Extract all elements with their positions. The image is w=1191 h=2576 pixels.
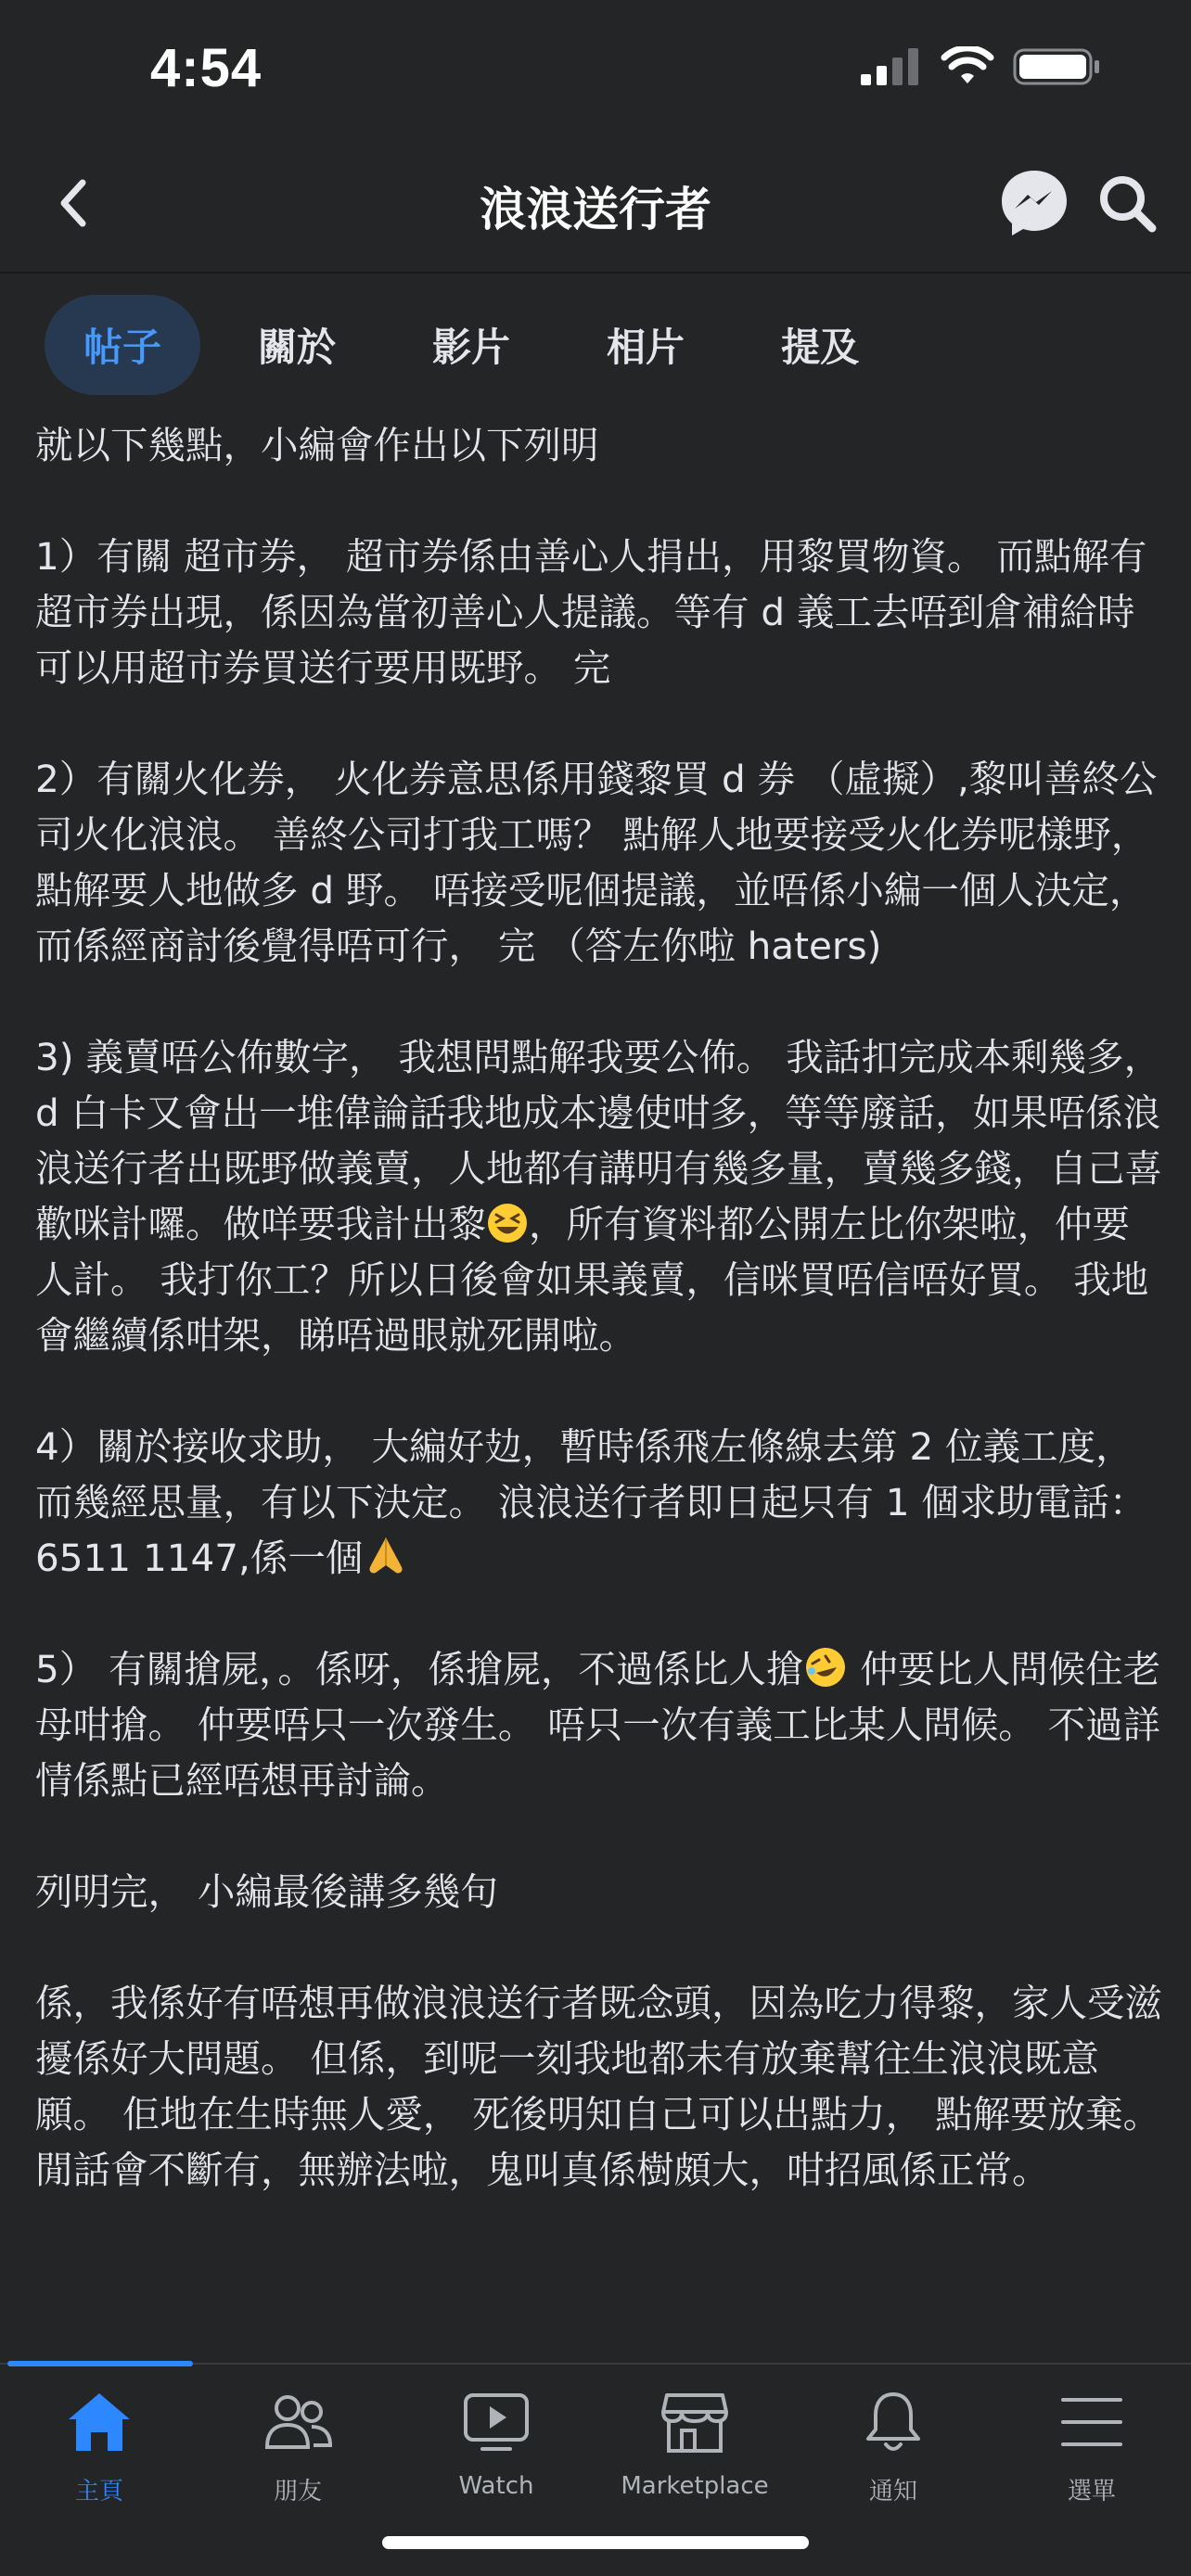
post-point-3 (35, 1029, 1163, 1363)
wifi-icon (941, 46, 994, 87)
page-title: 浪浪送行者 (480, 183, 711, 236)
nav-friends[interactable] (198, 2385, 397, 2506)
tab-videos[interactable]: 影片 (432, 325, 511, 370)
home-indicator[interactable] (382, 2536, 809, 2549)
status-icons (861, 46, 1102, 87)
nav-home[interactable] (0, 2385, 198, 2506)
post-point-5-text-b: 仲要比人問候住老母咁搶。 仲要唔只一次發生。 唔只一次有義工比某人問候。 不過詳情係點已經唔想再討論。 (35, 1647, 1161, 1803)
bell-icon (863, 2389, 924, 2455)
page-tabs (45, 295, 916, 395)
nav-home-label: 主頁 (74, 2478, 123, 2506)
nav-watch[interactable] (397, 2385, 596, 2500)
status-time: 4:54 (150, 38, 263, 98)
messenger-button[interactable] (998, 167, 1070, 239)
messenger-icon (998, 167, 1070, 239)
post-final: 係，我係好有唔想再做浪浪送行者既念頭，因為吃力得黎，家人受滋擾係好大問題。 但係，到呢一刻我地都未有放棄幫往生浪浪既意願。 佢地在生時無人愛， 死後明知自己可以出點力， 點解要放棄。 閒話會不斷有，無辦法啦，鬼叫真係樹頗大，咁招風係正常。 (35, 1981, 1162, 2192)
post-point-5-text-a: 5） 有關搶屍，。係呀，係搶屍，不過係比人搶 (35, 1647, 804, 1691)
nav-watch-label: Watch (458, 2472, 534, 2500)
post-point-3-text-a: 3) 義賣唔公佈數字， 我想問點解我要公佈。 我話扣完成本剩幾多，d 白卡又會出一堆偉論話我地成本邊使咁多，等等廢話，如果唔係浪浪送行者出既野做義賣，人地都有講明有幾多量，賣幾多錢，自己喜歡咪計囉。做咩要我計出黎 (35, 1035, 1162, 1246)
post-point-4-text: 4）關於接收求助， 大編好攰，暫時係飛左條線去第 2 位義工度， 而幾經思量，有以下決定。 浪浪送行者即日起只有 1 個求助電話： 6511 1147,係一個 (35, 1424, 1147, 1580)
post-intro: 就以下幾點，小編會作出以下列明 (35, 423, 599, 467)
nav-marketplace[interactable] (596, 2385, 794, 2500)
page-header (0, 139, 1191, 274)
folded-hands-icon (363, 1532, 409, 1578)
post-point-4 (35, 1419, 1163, 1586)
post-point-3-text-b: ，所有資料都公開左比你架啦，仲要人計。 我打你工？所以日後會如果義賣，信咪買唔信唔好買。 我地會繼續係咁架，睇唔過眼就死開啦。 (35, 1202, 1149, 1358)
tab-mentions[interactable]: 提及 (781, 325, 860, 370)
tab-about[interactable]: 關於 (258, 325, 337, 370)
nav-notifications[interactable] (794, 2385, 992, 2506)
search-icon (1095, 171, 1161, 237)
watch-icon (462, 2391, 531, 2453)
nav-menu-label: 選單 (1067, 2478, 1116, 2506)
cellular-signal-icon (861, 48, 922, 85)
post-point-1: 1）有關 超市券， 超市券係由善心人捐出，用黎買物資。 而點解有超市券出現，係因為當初善心人提議。等有 d 義工去唔到倉補給時可以用超市券買送行要用既野。 完 (35, 534, 1147, 690)
post-point-5 (35, 1641, 1163, 1808)
friends-icon (262, 2391, 334, 2453)
nav-notifications-label: 通知 (868, 2478, 917, 2506)
grinning-squinting-face-icon (486, 1202, 529, 1244)
search-button[interactable] (1095, 171, 1161, 237)
rolling-laughing-face-icon (803, 1645, 848, 1690)
post-closing: 列明完， 小編最後講多幾句 (35, 1869, 498, 1914)
tab-photos[interactable]: 相片 (607, 325, 685, 370)
active-nav-indicator (7, 2361, 193, 2366)
post-body (35, 417, 1163, 2365)
nav-menu[interactable] (992, 2385, 1191, 2506)
tab-posts[interactable]: 帖子 (45, 295, 200, 395)
post-point-2: 2）有關火化券， 火化券意思係用錢黎買 d 券 （虛擬）,黎叫善終公司火化浪浪。 善終公司打我工嗎？ 點解人地要接受火化券呢樣野， 點解要人地做多 d 野。 唔接受呢個提議，並唔係小編一個人決定，而係經商討後覺得唔可行， 完 （答左你啦 haters) (35, 757, 1158, 968)
home-icon (65, 2390, 134, 2455)
marketplace-icon (660, 2390, 730, 2455)
nav-friends-label: 朋友 (273, 2478, 322, 2506)
battery-icon (1013, 46, 1102, 87)
status-bar (0, 0, 1191, 139)
nav-marketplace-label: Marketplace (621, 2472, 769, 2500)
menu-icon (1059, 2394, 1124, 2450)
